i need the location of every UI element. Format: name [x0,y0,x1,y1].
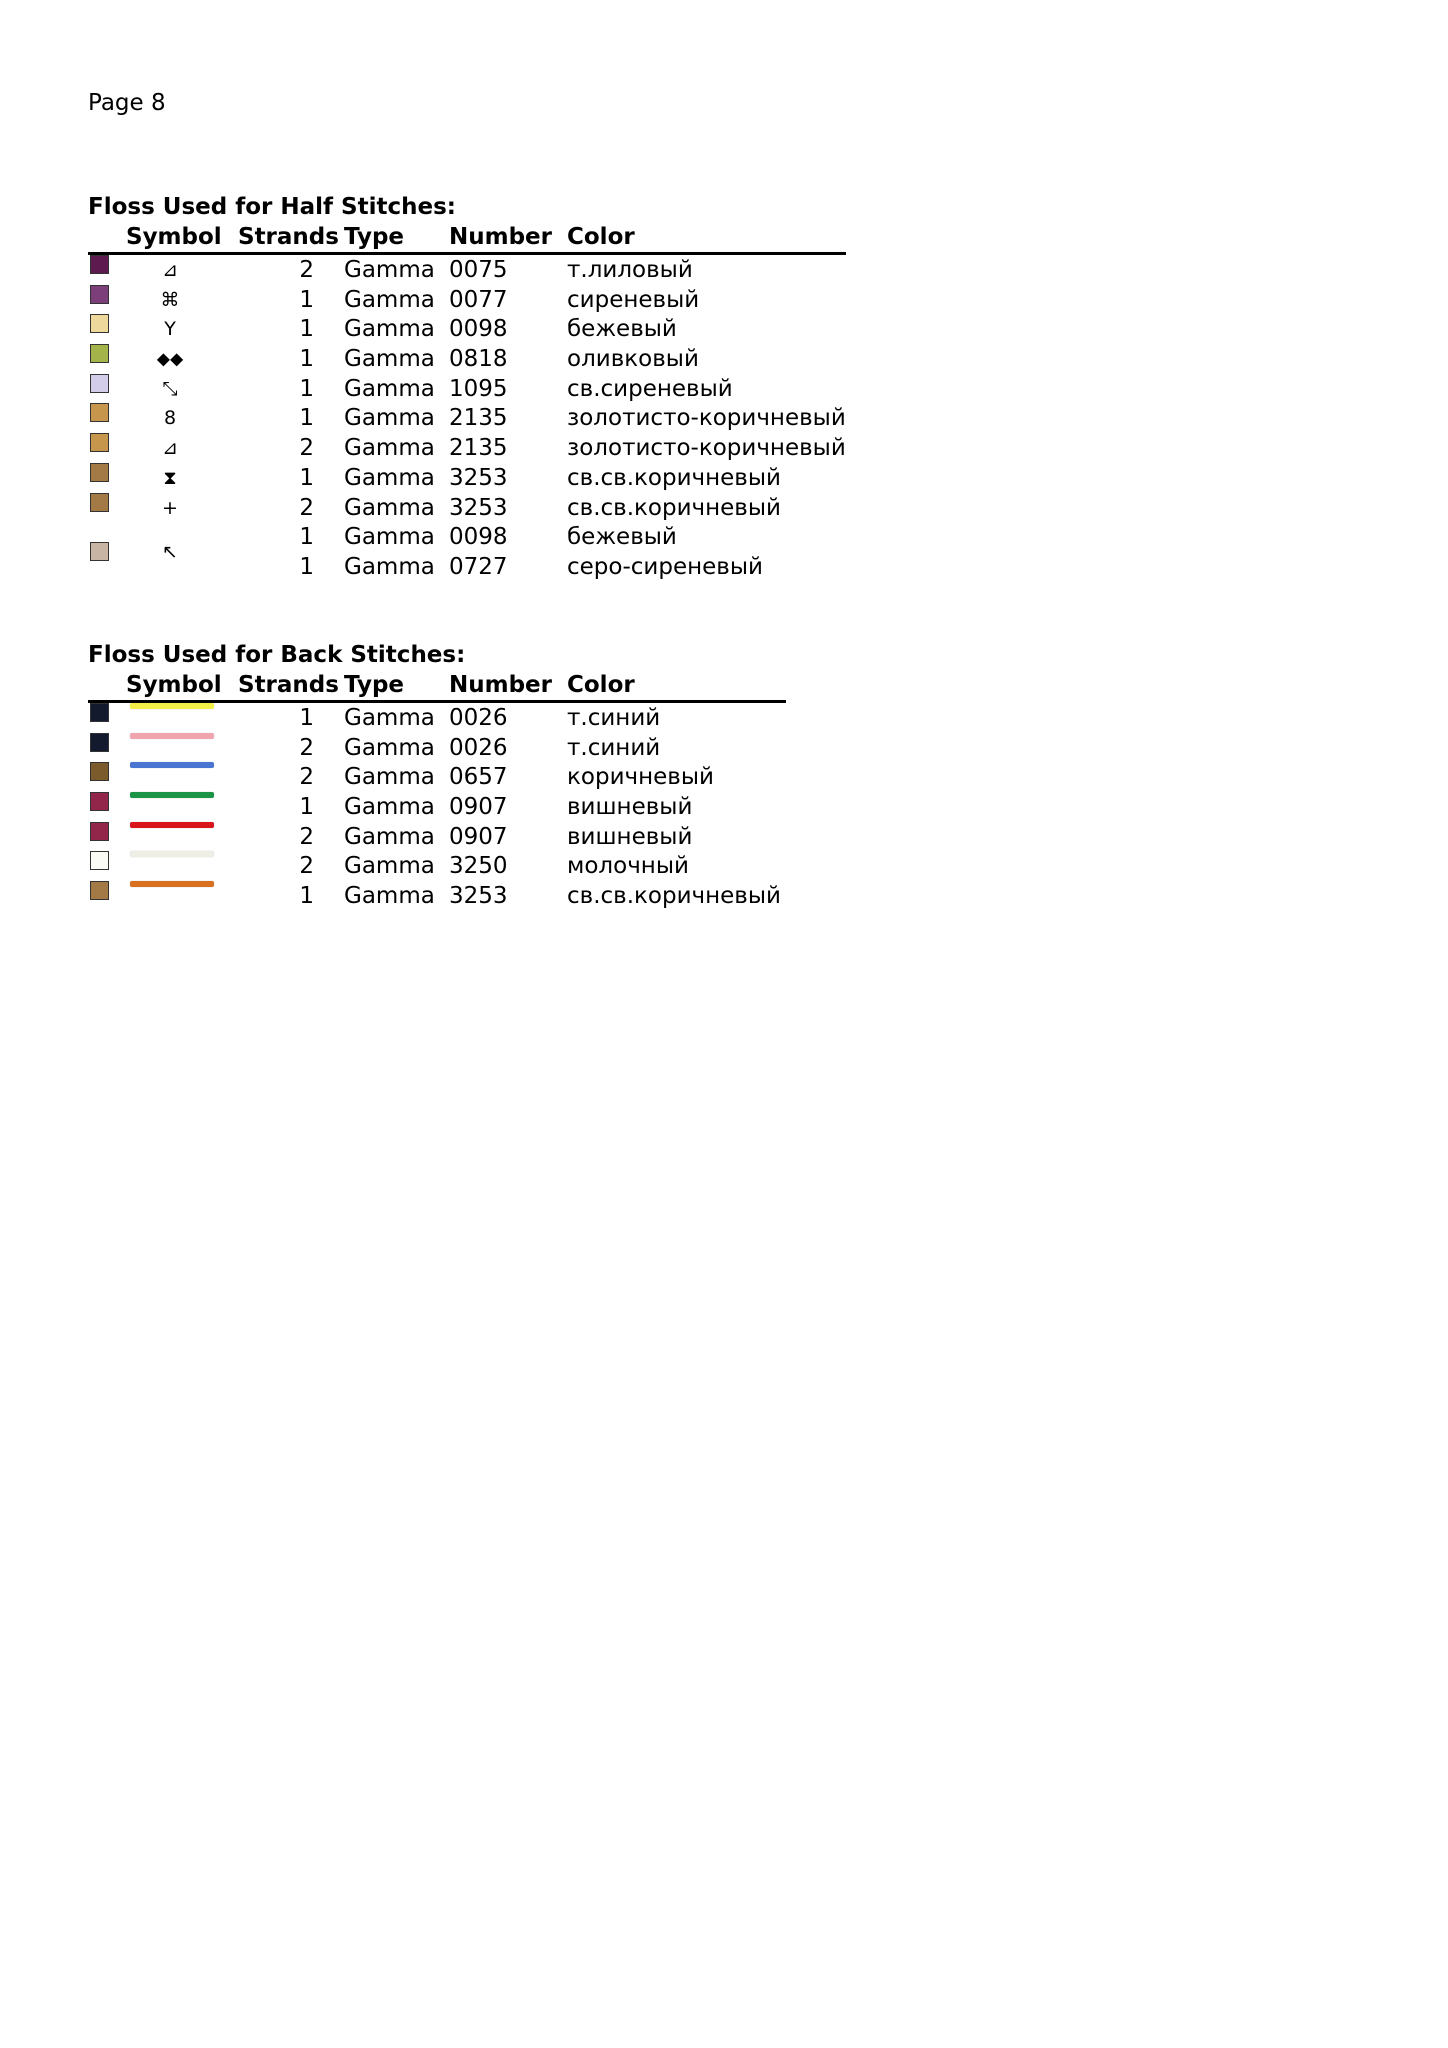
type-cell: Gamma [344,553,435,580]
color-name-cell: золотисто-коричневый [567,405,846,432]
number-cell: 0077 [449,286,508,313]
stitch-symbol-icon: ⌘ [160,288,180,311]
color-name-cell: золотисто-коричневый [567,435,846,462]
number-cell: 0907 [449,823,508,850]
number-cell: 3253 [449,494,508,521]
type-cell: Gamma [344,764,435,791]
number-cell: 0727 [449,553,508,580]
half-combo-row [88,522,846,581]
color-name-cell: св.св.коричневый [567,464,781,491]
number-cell: 1095 [449,375,508,402]
header-color: Color [567,672,635,698]
color-name-cell: св.св.коричневый [567,494,781,521]
strands-cell: 1 [299,286,314,313]
number-cell: 0098 [449,316,508,343]
type-cell: Gamma [344,853,435,880]
table-row [88,733,786,763]
number-cell: 0026 [449,705,508,731]
half-stitches-title: Floss Used for Half Stitches: [88,194,456,220]
stitch-symbol-icon: ⊿ [162,437,178,460]
table-row [88,822,786,852]
color-name-cell: сиреневый [567,286,700,313]
color-name-cell: бежевый [567,524,677,551]
color-name-cell: т.лиловый [567,257,693,283]
type-cell: Gamma [344,405,435,432]
color-name-cell: бежевый [567,316,677,343]
type-cell: Gamma [344,346,435,373]
strands-cell: 1 [299,405,314,432]
table-row [88,314,846,344]
type-cell: Gamma [344,705,435,731]
header-number: Number [449,224,552,250]
strands-cell: 1 [299,553,314,580]
strands-cell: 2 [299,494,314,521]
table-row [88,285,846,315]
strands-cell: 2 [299,734,314,761]
type-cell: Gamma [344,823,435,850]
header-type: Type [344,672,405,698]
stitch-symbol-icon: + [162,496,178,519]
stitch-symbol-icon: ⧗ [163,466,177,489]
combo-line [88,522,846,552]
stitch-symbol-icon: ⤡ [162,377,178,400]
number-cell: 3253 [449,883,508,910]
number-cell: 0818 [449,346,508,373]
number-cell: 3250 [449,853,508,880]
number-cell: 0098 [449,524,508,551]
strands-cell: 1 [299,346,314,373]
half-table-header [88,222,846,255]
type-cell: Gamma [344,734,435,761]
table-row [88,762,786,792]
back-stitches-section [88,640,786,911]
number-cell: 2135 [449,405,508,432]
header-strands: Strands [238,224,339,250]
strands-cell: 1 [299,464,314,491]
header-symbol: Symbol [126,224,222,250]
type-cell: Gamma [344,375,435,402]
type-cell: Gamma [344,257,435,283]
number-cell: 2135 [449,435,508,462]
number-cell: 0026 [449,734,508,761]
strands-cell: 1 [299,883,314,910]
table-row [88,703,786,733]
back-table-header [88,670,786,703]
header-type: Type [344,224,405,250]
table-row [88,493,846,523]
stitch-symbol-icon: ⬥⬥ [156,348,184,371]
color-name-cell: вишневый [567,794,693,821]
type-cell: Gamma [344,794,435,821]
type-cell: Gamma [344,464,435,491]
table-row [88,374,846,404]
number-cell: 3253 [449,464,508,491]
number-cell: 0657 [449,764,508,791]
number-cell: 0907 [449,794,508,821]
page-label: Page 8 [88,90,166,116]
header-number: Number [449,672,552,698]
table-row [88,403,846,433]
header-strands: Strands [238,672,339,698]
color-name-cell: т.синий [567,705,661,731]
strands-cell: 1 [299,524,314,551]
color-name-cell: вишневый [567,823,693,850]
table-row [88,463,846,493]
stitch-symbol-icon: 8 [163,407,177,430]
combo-line [88,552,846,582]
strands-cell: 1 [299,705,314,731]
table-row [88,881,786,911]
strands-cell: 2 [299,764,314,791]
table-row [88,851,786,881]
strands-cell: 2 [299,257,314,283]
half-stitches-section [88,192,846,582]
type-cell: Gamma [344,316,435,343]
stitch-symbol-icon: ↖ [162,541,178,564]
back-table-body [88,703,786,911]
table-row [88,344,846,374]
type-cell: Gamma [344,524,435,551]
table-row [88,792,786,822]
strands-cell: 2 [299,823,314,850]
stitch-symbol-icon: ⊿ [162,259,178,281]
strands-cell: 2 [299,853,314,880]
strands-cell: 1 [299,375,314,402]
color-name-cell: св.сиреневый [567,375,733,402]
type-cell: Gamma [344,494,435,521]
header-symbol: Symbol [126,672,222,698]
type-cell: Gamma [344,286,435,313]
color-name-cell: серо-сиреневый [567,553,763,580]
header-color: Color [567,224,635,250]
number-cell: 0075 [449,257,508,283]
table-row [88,433,846,463]
color-name-cell: коричневый [567,764,714,791]
strands-cell: 1 [299,316,314,343]
type-cell: Gamma [344,435,435,462]
half-table-body [88,255,846,522]
table-row [88,255,846,285]
strands-cell: 2 [299,435,314,462]
color-name-cell: молочный [567,853,689,880]
color-name-cell: св.св.коричневый [567,883,781,910]
strands-cell: 1 [299,794,314,821]
stitch-symbol-icon: Y [164,318,176,341]
back-stitches-title: Floss Used for Back Stitches: [88,642,466,668]
color-name-cell: оливковый [567,346,699,373]
type-cell: Gamma [344,883,435,910]
color-name-cell: т.синий [567,734,661,761]
